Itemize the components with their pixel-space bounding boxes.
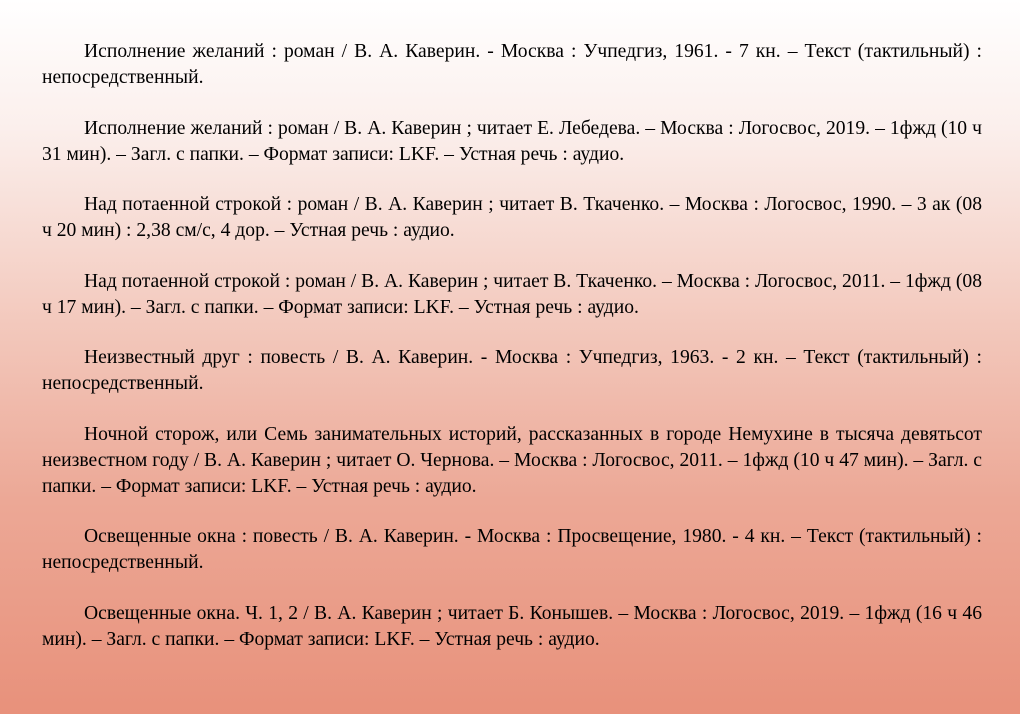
bibliography-entry: Ночной сторож, или Семь занимательных историй, рассказанных в городе Немухине в тысяча девятьсот неизвестном году / В. А. Каверин ; читает О. Чернова. – Москва : Логосвос, 2011. – 1фжд (10 ч 47 мин). – Загл. с папки. – Формат записи: LKF. – Устная речь : аудио.: [42, 423, 982, 497]
bibliography-entry: Исполнение желаний : роман / В. А. Каверин ; читает Е. Лебедева. – Москва : Логосвос, 2019. – 1фжд (10 ч 31 мин). – Загл. с папки. – Формат записи: LKF. – Устная речь : аудио.: [42, 117, 982, 165]
bibliography-entry: Над потаенной строкой : роман / В. А. Каверин ; читает В. Ткаченко. – Москва : Логосвос, 2011. – 1фжд (08 ч 17 мин). – Загл. с папки. – Формат записи: LKF. – Устная речь : аудио.: [42, 270, 982, 318]
bibliography-entry: Освещенные окна. Ч. 1, 2 / В. А. Каверин ; читает Б. Конышев. – Москва : Логосвос, 2019. – 1фжд (16 ч 46 мин). – Загл. с папки. – Формат записи: LKF. – Устная речь : аудио.: [42, 602, 982, 650]
bibliography-entry: Над потаенной строкой : роман / В. А. Каверин ; читает В. Ткаченко. – Москва : Логосвос, 1990. – 3 ак (08 ч 20 мин) : 2,38 см/с, 4 дор. – Устная речь : аудио.: [42, 194, 982, 241]
bibliography-entry: Исполнение желаний : роман / В. А. Каверин. - Москва : Учпедгиз, 1961. - 7 кн. – Текст (тактильный) : непосредственный.: [42, 41, 982, 88]
bibliography-entry: Неизвестный друг : повесть / В. А. Каверин. - Москва : Учпедгиз, 1963. - 2 кн. – Текст (тактильный) : непосредственный.: [42, 347, 982, 394]
bibliography-entry: Освещенные окна : повесть / В. А. Каверин. - Москва : Просвещение, 1980. - 4 кн. – Текст (тактильный) : непосредственный.: [42, 526, 982, 573]
